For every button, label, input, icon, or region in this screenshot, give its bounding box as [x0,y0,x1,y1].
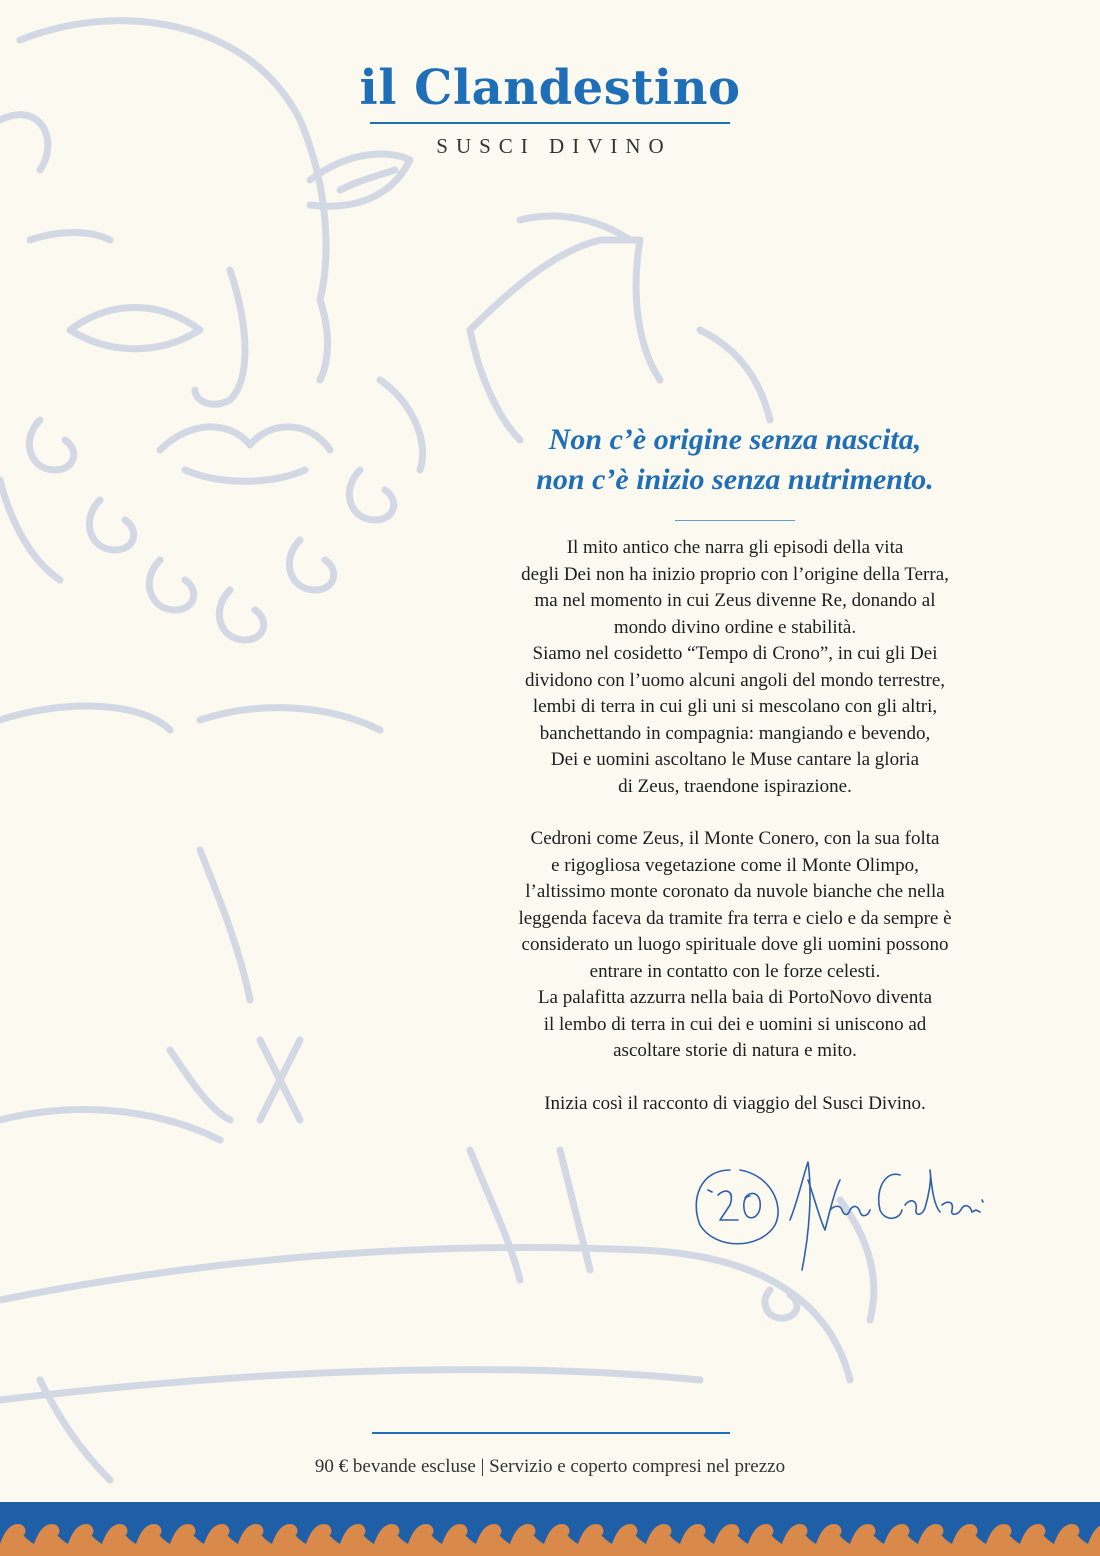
text-line: Il mito antico che narra gli episodi della vita [566,537,904,558]
brand-underline [370,122,730,124]
closing-line: Inizia così il racconto di viaggio del Susci Divino. [544,1092,926,1114]
signature [690,1150,990,1280]
text-line: il lembo di terra in cui dei e uomini si uniscono ad [543,1013,927,1035]
wave-border [0,1502,1100,1556]
footer-divider [372,1432,730,1434]
text-line: considerato un luogo spirituale dove gli uomini possono [521,934,949,955]
text-line: Dei e uomini ascoltano le Muse cantare la gloria [550,749,920,770]
paragraph-myth [470,535,1000,800]
footer-price-note: 90 € bevande escluse | Servizio e coperto compresi nel prezzo [314,1456,786,1477]
text-line: dividono con l’uomo alcuni angoli del mondo terrestre, [524,669,945,691]
text-line: leggenda faceva da tramite fra terra e cielo e da sempre è [518,907,952,929]
text-line: l’altissimo monte coronato da nuvole bianche che nella [525,881,945,902]
text-line: ascoltare storie di natura e mito. [613,1040,857,1061]
brand-subtitle: SUSCI DIVINO [436,134,672,158]
text-line: La palafitta azzurra nella baia di PortoNovo diventa [537,987,933,1008]
text-line: mondo divino ordine e stabilità. [613,616,857,638]
header [0,58,1100,159]
text-line: Siamo nel cosidetto “Tempo di Crono”, in cui gli Dei [532,643,938,664]
headline-line-2: non c’è inizio senza nutrimento. [536,463,934,496]
text-line: e rigogliosa vegetazione come il Monte Olimpo, [551,854,919,876]
menu-intro [470,420,1000,1117]
headline [470,420,1000,500]
text-line: Cedroni come Zeus, il Monte Conero, con la sua folta [530,828,940,849]
paragraph-conero [470,826,1000,1065]
text-line: di Zeus, traendone ispirazione. [618,775,852,797]
text-line: lembi di terra in cui gli uni si mescolano con gli altri, [532,696,938,717]
text-line: ma nel momento in cui Zeus divenne Re, donando al [534,590,936,611]
text-line: banchettando in compagnia: mangiando e bevendo, [539,722,931,744]
headline-line-1: Non c’è origine senza nascita, [548,423,922,456]
text-line: entrare in contatto con le forze celesti. [589,960,881,982]
brand-title: il Clandestino [359,60,741,116]
headline-divider [675,520,795,521]
text-line: degli Dei non ha inizio proprio con l’origine della Terra, [521,563,949,585]
